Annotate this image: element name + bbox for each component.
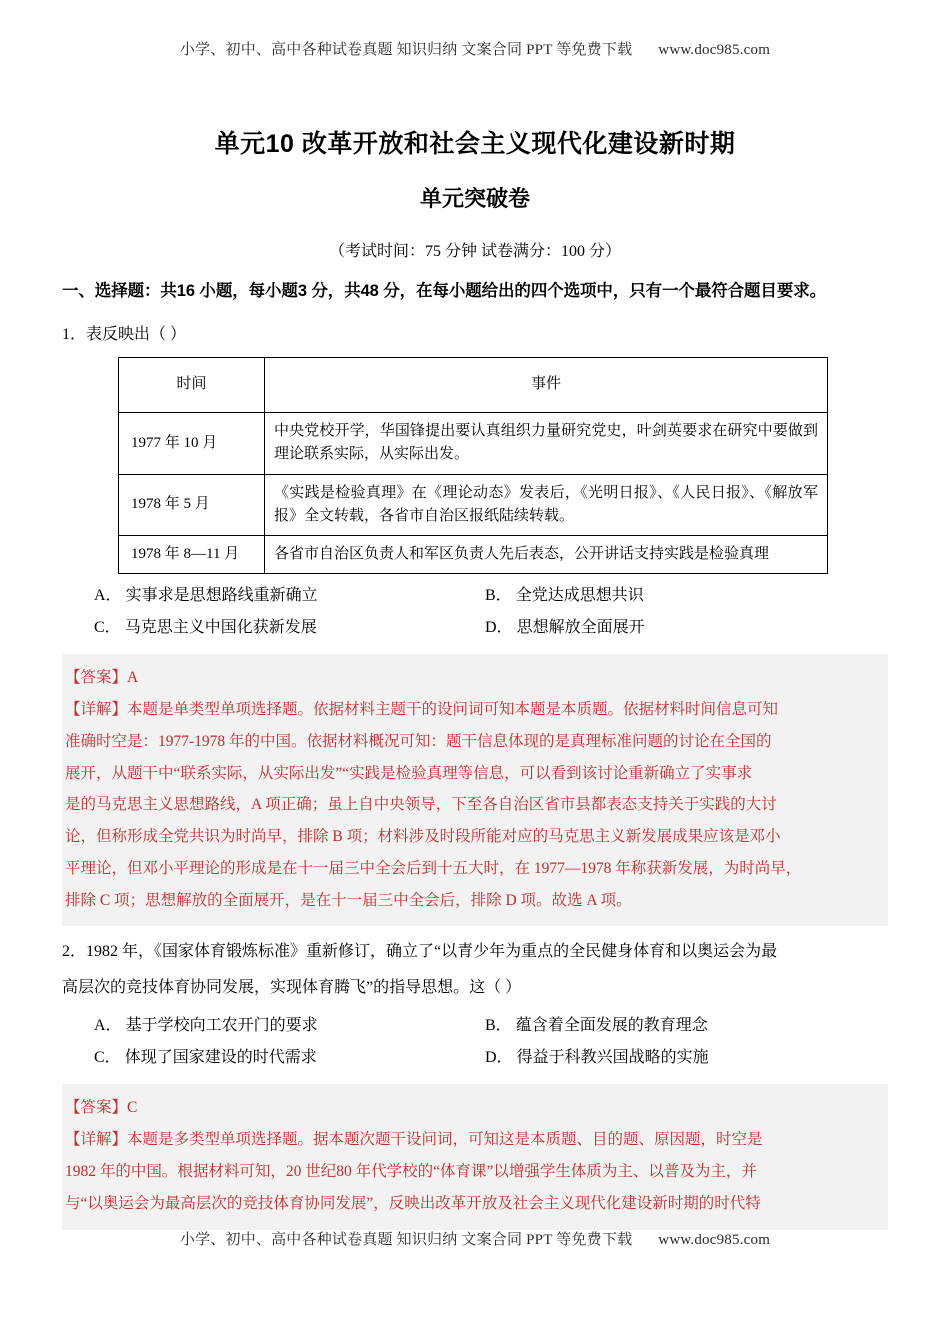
option-row (62, 1042, 888, 1074)
option-a-label: 实事求是思想路线重新确立 (125, 587, 318, 605)
running-head-site: www.doc985.com (658, 42, 771, 58)
option-a-letter: A． (94, 587, 122, 605)
option-d-letter: D． (485, 1049, 513, 1067)
option-c[interactable] (62, 612, 475, 644)
explanation-line: 展开，从题干中“联系实际，从实际出发”“实践是检验真理等信息，可以看到该讨论重新确立了实事求 (65, 764, 753, 782)
explanation-text: 本题是多类型单项选择题。据本题次题干设问词，可知这是本质题、目的题、原因题，时空是 (127, 1131, 763, 1149)
table-cell-event: 各省市自治区负责人和军区负责人先后表态，公开讲话支持实践是检验真理 (265, 536, 828, 574)
running-foot-site: www.doc985.com (658, 1232, 771, 1248)
answer-label: 【答案】 (65, 669, 128, 687)
table-header-row (119, 358, 828, 413)
table-header-event: 事件 (265, 358, 828, 413)
option-row (62, 612, 888, 644)
option-b[interactable] (475, 1010, 888, 1042)
section-heading: 一、选择题：共16 小题，每小题3 分，共48 分，在每小题给出的四个选项中，只有一个最符合题目要求。 (62, 282, 827, 300)
table-cell-time: 1978 年 8—11 月 (119, 536, 265, 574)
option-b-letter: B． (485, 1017, 512, 1035)
running-foot (0, 1228, 950, 1249)
answer-line (65, 1092, 885, 1124)
question-1-options (62, 580, 888, 644)
option-d-label: 得益于科教兴国战略的实施 (516, 1049, 709, 1067)
explanation-line: 与“以奥运会为最高层次的竞技体育协同发展”，反映出改革开放及社会主义现代化建设新时期的时代特 (65, 1194, 761, 1212)
table-cell-time: 1977 年 10 月 (119, 413, 265, 475)
option-a-letter: A． (94, 1017, 122, 1035)
answer-value: C (127, 1099, 138, 1117)
question-1-evidence-table (118, 357, 828, 574)
explanation-label: 【详解】 (65, 701, 128, 719)
table-row (119, 474, 828, 536)
explanation-line: 平理论，但邓小平理论的形成是在十一届三中全会后到十五大时，在 1977—1978 年称获新发展，为时尚早， (65, 859, 802, 877)
option-b-letter: B． (485, 587, 512, 605)
option-b-label: 蕴含着全面发展的教育理念 (515, 1017, 708, 1035)
option-b-label: 全党达成思想共识 (515, 587, 644, 605)
option-c-letter: C． (94, 1049, 121, 1067)
explanation-line (65, 1124, 885, 1156)
option-d[interactable] (475, 1042, 888, 1074)
running-head (0, 38, 950, 59)
explanation-line: 是的马克思主义思想路线，A 项正确；虽上自中央领导，下至各自治区省市县都表态支持关于实践的大讨 (65, 796, 777, 814)
question-2-options (62, 1010, 888, 1074)
option-d[interactable] (475, 612, 888, 644)
table-row (119, 413, 828, 475)
exam-meta: （考试时间：75 分钟 试卷满分：100 分） (328, 243, 621, 260)
explanation-line: 论，但称形成全党共识为时尚早，排除 B 项；材料涉及时段所能对应的马克思主义新发展成果应该是邓小 (65, 828, 781, 846)
option-c-letter: C． (94, 619, 121, 637)
question-2-stem-line-1: 2．1982 年，《国家体育锻炼标准》重新修订，确立了“以青少年为重点的全民健身体育和以奥运会为最 (62, 943, 778, 961)
question-1-stem: 1．表反映出（ ） (62, 326, 187, 344)
option-b[interactable] (475, 580, 888, 612)
option-c[interactable] (62, 1042, 475, 1074)
option-c-label: 体现了国家建设的时代需求 (124, 1049, 317, 1067)
table-header-time: 时间 (119, 358, 265, 413)
content-column (62, 280, 888, 1240)
explanation-line: 1982 年的中国。根据材料可知，20 世纪80 年代学校的“体育课”以增强学生体质为主、以普及为主，并 (65, 1163, 757, 1180)
answer-label: 【答案】 (65, 1099, 128, 1117)
table-cell-event: 《实践是检验真理》在《理论动态》发表后，《光明日报》、《人民日报》、《解放军报》全文转载，各省市自治区报纸陆续转载。 (265, 474, 828, 536)
explanation-line (65, 694, 885, 726)
table-row (119, 536, 828, 574)
option-row (62, 1010, 888, 1042)
table-cell-event: 中央党校开学，华国锋提出要认真组织力量研究党史，叶剑英要求在研究中要做到理论联系实际，从实际出发。 (265, 413, 828, 475)
page-title: 单元10 改革开放和社会主义现代化建设新时期 (214, 130, 736, 158)
option-a[interactable] (62, 580, 475, 612)
question-1-answer-block (62, 654, 888, 926)
option-d-letter: D． (485, 619, 513, 637)
option-c-label: 马克思主义中国化获新发展 (124, 619, 317, 637)
table-cell-time: 1978 年 5 月 (119, 474, 265, 536)
option-a[interactable] (62, 1010, 475, 1042)
option-a-label: 基于学校向工农开门的要求 (125, 1017, 318, 1035)
question-2-stem-line-2: 高层次的竞技体育协同发展，实现体育腾飞”的指导思想。这（ ） (62, 979, 522, 997)
explanation-text: 本题是单类型单项选择题。依据材料主题干的设问词可知本题是本质题。依据材料时间信息可知 (127, 701, 779, 719)
running-head-text: 小学、初中、高中各种试卷真题 知识归纳 文案合同 PPT 等免费下载 (179, 42, 633, 58)
explanation-line: 准确时空是：1977-1978 年的中国。依据材料概况可知：题干信息体现的是真理标准问题的讨论在全国的 (65, 732, 772, 750)
explanation-label: 【详解】 (65, 1131, 128, 1149)
option-row (62, 580, 888, 612)
answer-value: A (127, 669, 139, 687)
explanation-line: 排除 C 项；思想解放的全面展开，是在十一届三中全会后，排除 D 项。故选 A 项。 (65, 891, 632, 909)
answer-line (65, 662, 885, 694)
running-foot-text: 小学、初中、高中各种试卷真题 知识归纳 文案合同 PPT 等免费下载 (179, 1232, 633, 1248)
question-2-answer-block (62, 1084, 888, 1229)
page-subtitle: 单元突破卷 (419, 186, 530, 211)
option-d-label: 思想解放全面展开 (516, 619, 645, 637)
